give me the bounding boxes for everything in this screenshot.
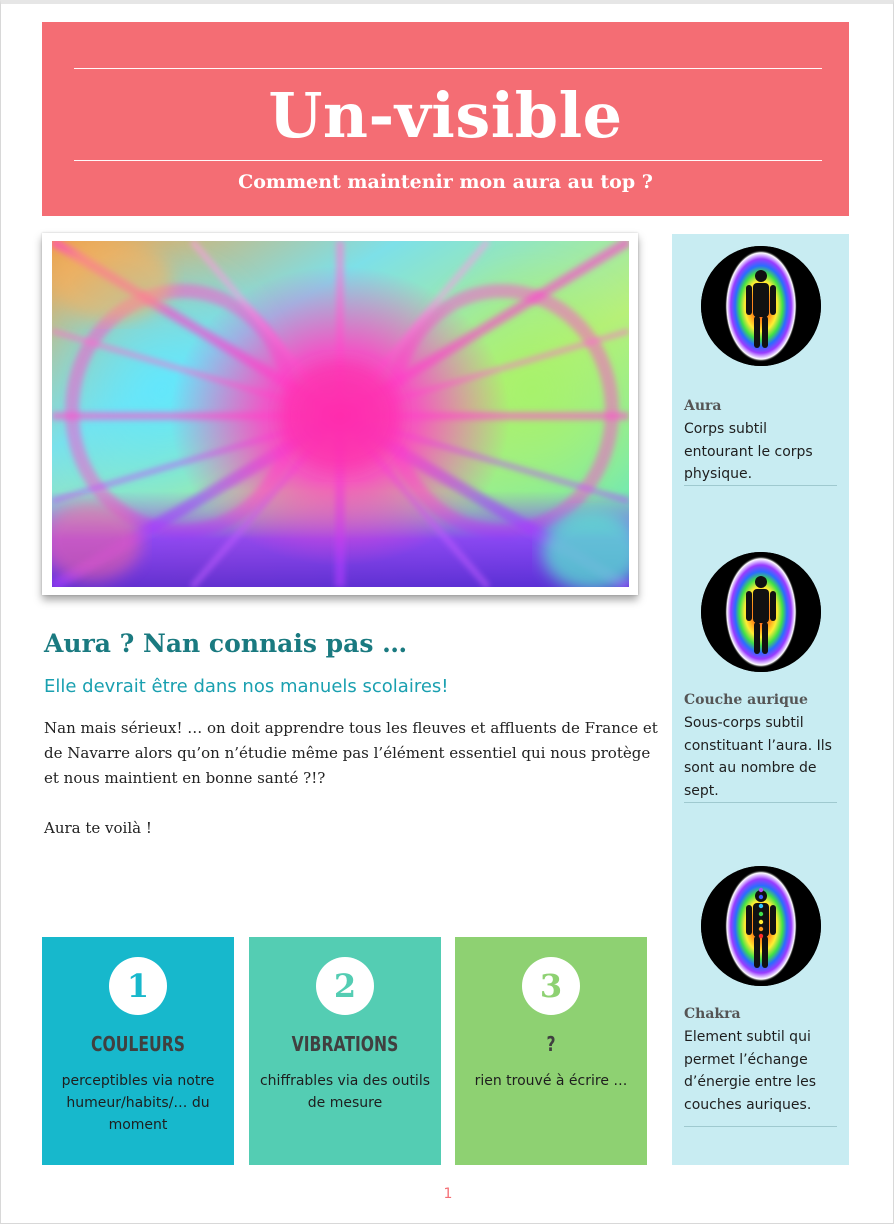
header-rule-bottom (74, 160, 822, 161)
aura-kaleidoscope-image (52, 241, 629, 587)
article-subheading: Elle devrait être dans nos manuels scolaires! (44, 676, 449, 697)
page-subtitle: Comment maintenir mon aura au top ? (238, 171, 653, 193)
article-paragraph: Nan mais sérieux! … on doit apprendre tous les fleuves et affluents de France et de Navarre alors qu’on n’étudie même pas l’élément essentiel qui nous protège et nous maintient en bonne santé ?!? (44, 719, 658, 787)
feature-number-badge: 1 (109, 957, 167, 1015)
sidebar-item-label: Couche aurique (684, 692, 808, 708)
aura-layers-icon (701, 552, 821, 672)
sidebar-separator (684, 1126, 837, 1127)
page-number: 1 (443, 1186, 453, 1202)
sidebar-item-label: Aura (684, 398, 722, 414)
feature-description: chiffrables via des outils de mesure (259, 1073, 431, 1111)
article-body (44, 716, 660, 866)
feature-description: perceptibles via notre humeur/habits/… du moment (61, 1073, 215, 1133)
feature-unknown (455, 937, 647, 1165)
chakra-body-icon (701, 866, 821, 986)
page-title: Un-visible (268, 79, 623, 152)
sidebar-separator (684, 802, 837, 803)
hero-image-frame (42, 233, 638, 595)
feature-description: rien trouvé à écrire … (474, 1073, 628, 1089)
aura-body-icon (701, 246, 821, 366)
feature-title: ? (546, 1032, 556, 1056)
sidebar (672, 234, 849, 1165)
sidebar-item-description: Corps subtil entourant le corps physique. (684, 421, 813, 482)
header-banner (42, 22, 849, 216)
article-paragraph: Aura te voilà ! (44, 819, 152, 837)
header-rule-top (74, 68, 822, 69)
feature-couleurs (42, 937, 234, 1165)
feature-vibrations (249, 937, 441, 1165)
sidebar-item-description: Element subtil qui permet l’échange d’énergie entre les couches auriques. (684, 1029, 817, 1113)
article-heading: Aura ? Nan connais pas … (44, 629, 408, 658)
feature-number-badge: 3 (522, 957, 580, 1015)
sidebar-item-label: Chakra (684, 1006, 741, 1022)
sidebar-item-description: Sous-corps subtil constituant l’aura. Ils sont au nombre de sept. (684, 715, 832, 799)
feature-title: COULEURS (91, 1032, 185, 1056)
feature-number-badge: 2 (316, 957, 374, 1015)
feature-title: VIBRATIONS (291, 1032, 399, 1056)
sidebar-separator (684, 485, 837, 486)
